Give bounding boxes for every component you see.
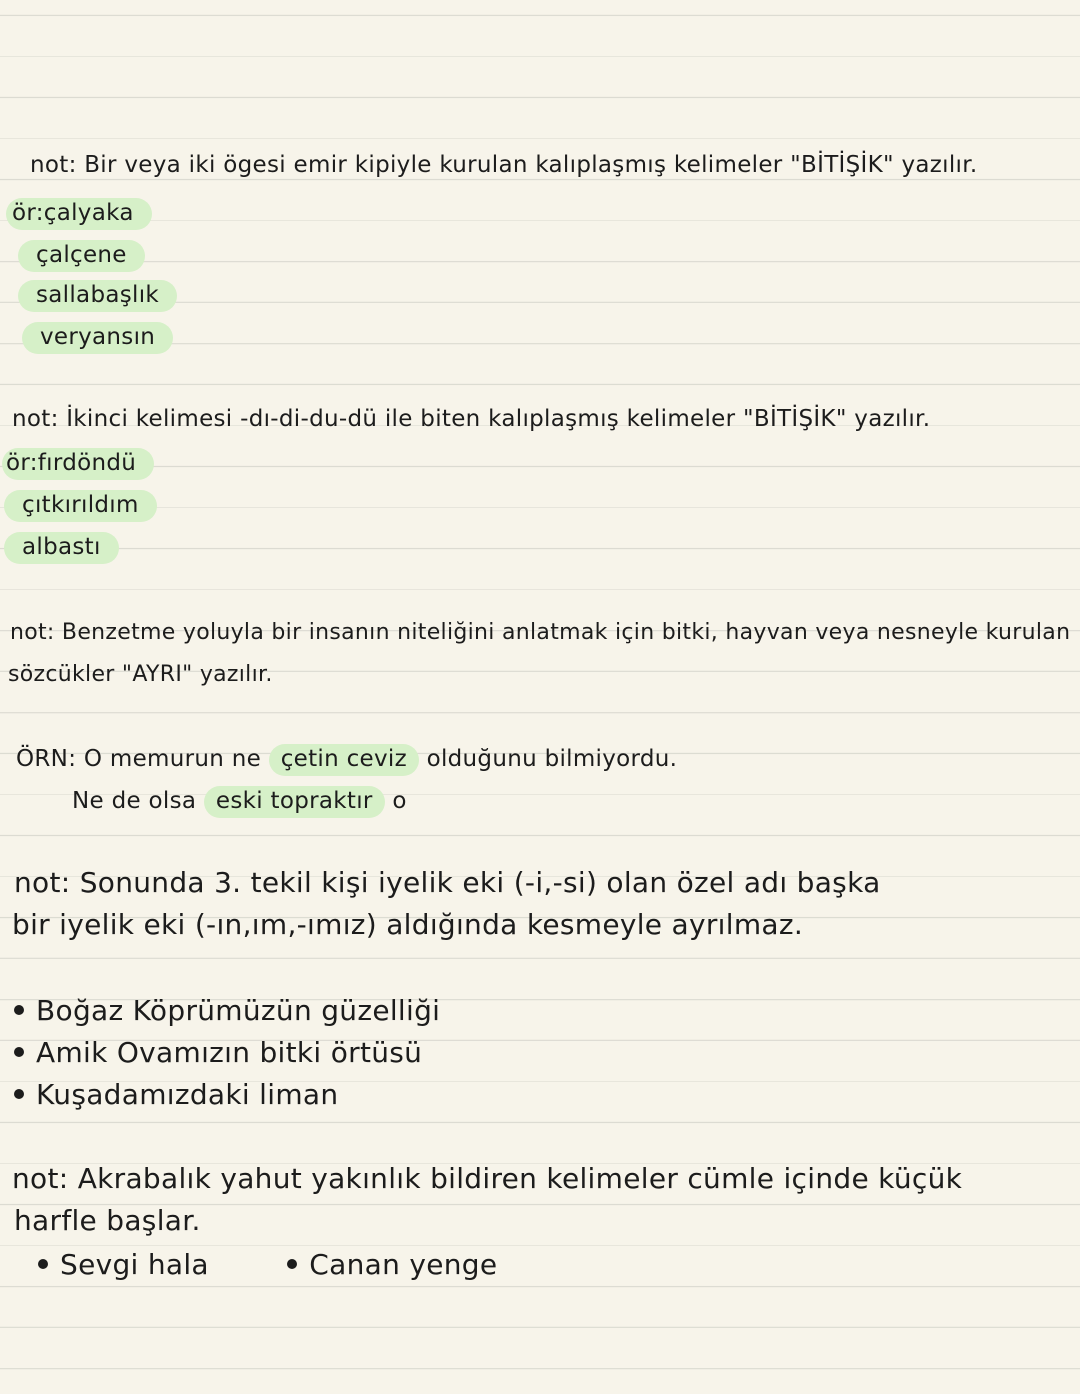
example-3-sentence-1	[16, 746, 677, 772]
note-5-bullets	[38, 1248, 497, 1281]
bullet-icon	[14, 1089, 24, 1099]
example-3-s2-after: o	[392, 788, 407, 814]
note-2-example-2: çıtkırıldım	[4, 490, 157, 522]
note-2-example-1-wrap	[2, 448, 154, 480]
note-3-line-1: not: Benzetme yoluyla bir insanın niteliğini anlatmak için bitki, hayvan veya nesneyle kurulan	[10, 620, 1071, 645]
note-4-line-2: bir iyelik eki (-ın,ım,-ımız) aldığında kesmeyle ayrılmaz.	[12, 908, 804, 941]
note-4-bullet-3	[14, 1078, 338, 1111]
bullet-icon	[14, 1005, 24, 1015]
note-1-example-2: çalçene	[18, 240, 145, 272]
example-label: ör:	[6, 450, 38, 476]
note-1-text: not: Bir veya iki ögesi emir kipiyle kurulan kalıplaşmış kelimeler "BİTİŞİK" yazılır.	[30, 152, 978, 178]
bullet-icon	[38, 1259, 48, 1269]
note-4-bullet-1	[14, 994, 440, 1027]
note-4-bullet-2	[14, 1036, 422, 1069]
note-2-examples-row-2	[4, 490, 157, 522]
note-5-bullet-2-text: Canan yenge	[309, 1248, 498, 1281]
note-5-line-1: not: Akrabalık yahut yakınlık bildiren kelimeler cümle içinde küçük	[12, 1162, 963, 1195]
note-4-bullet-2-text: Amik Ovamızın bitki örtüsü	[36, 1036, 423, 1069]
example-3-sentence-2	[72, 788, 407, 814]
note-1-example-4: veryansın	[22, 322, 173, 354]
note-1-examples-row-3	[18, 280, 177, 312]
note-5-bullet-1-text: Sevgi hala	[60, 1248, 209, 1281]
example-3-label: ÖRN:	[16, 746, 77, 772]
note-2-example-3: albastı	[4, 532, 119, 564]
example-3-s2-before: Ne de olsa	[72, 788, 197, 814]
example-3-s1-highlight: çetin ceviz	[269, 744, 419, 776]
note-1-example-1: çalyaka	[43, 200, 134, 226]
note-2-examples-row-3	[4, 532, 119, 564]
note-1-examples-row-4	[22, 322, 173, 354]
example-3-s1-after: olduğunu bilmiyordu.	[426, 746, 678, 772]
example-3-s2-highlight: eski topraktır	[204, 786, 385, 818]
bullet-icon	[287, 1259, 297, 1269]
note-4-bullet-3-text: Kuşadamızdaki liman	[36, 1078, 339, 1111]
note-1-example-1-wrap	[6, 198, 152, 230]
note-4-bullet-1-text: Boğaz Köprümüzün güzelliği	[36, 994, 441, 1027]
example-3-s1-before: O memurun ne	[83, 746, 262, 772]
note-1-examples-row-2	[18, 240, 145, 272]
note-2-example-1: fırdöndü	[37, 450, 137, 476]
bullet-icon	[14, 1047, 24, 1057]
note-3-line-2: sözcükler "AYRI" yazılır.	[8, 662, 273, 687]
note-1-example-3: sallabaşlık	[18, 280, 177, 312]
example-label: ör:	[12, 200, 44, 226]
note-1-examples-row-1	[6, 198, 152, 230]
note-2-text: not: İkinci kelimesi -dı-di-du-dü ile biten kalıplaşmış kelimeler "BİTİŞİK" yazılır.	[12, 406, 931, 432]
note-2-examples-row-1	[2, 448, 154, 480]
note-4-line-1: not: Sonunda 3. tekil kişi iyelik eki (-i,-si) olan özel adı başka	[14, 866, 881, 899]
note-5-line-2: harfle başlar.	[14, 1204, 201, 1237]
